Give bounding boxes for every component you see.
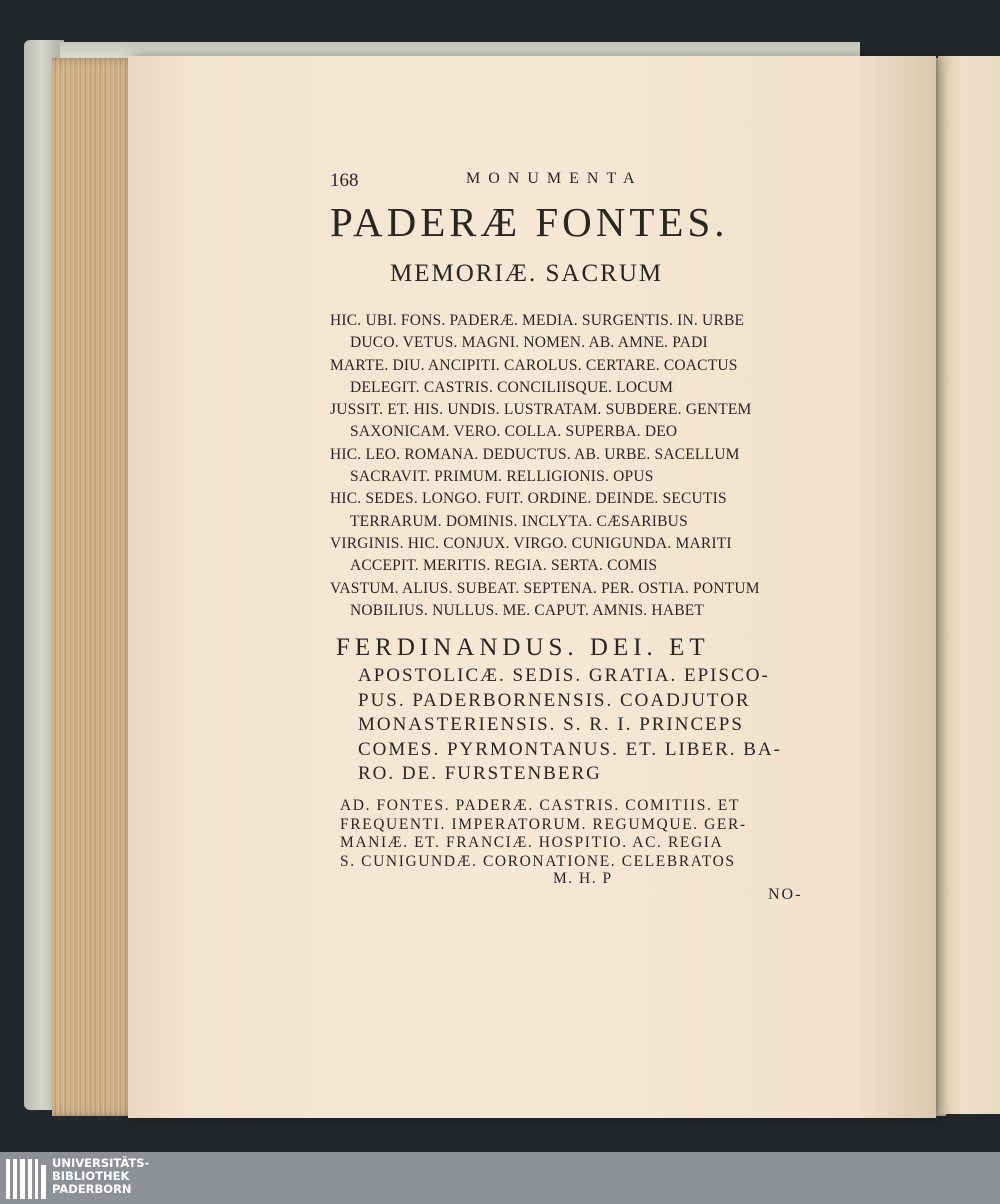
ferdinand-line: MONASTERIENSIS. S. R. I. PRINCEPS — [358, 714, 744, 736]
library-name — [52, 1157, 149, 1196]
dedication — [340, 797, 747, 871]
dedication-line: FREQUENTI. IMPERATORUM. REGUMQUE. GER- — [340, 815, 747, 833]
verse-line: SAXONICAM. VERO. COLLA. SUPERBA. DEO — [350, 423, 678, 441]
verse-line: DELEGIT. CASTRIS. CONCILIISQUE. LOCUM — [350, 378, 674, 396]
verse-line: MARTE. DIU. ANCIPITI. CAROLUS. CERTARE. COACTUS — [330, 356, 738, 374]
verse-line: HIC. SEDES. LONGO. FUIT. ORDINE. DEINDE. SECUTIS — [330, 490, 727, 508]
verse-line: DUCO. VETUS. MAGNI. NOMEN. AB. AMNE. PADI — [350, 334, 708, 352]
dedication-line: AD. FONTES. PADERÆ. CASTRIS. COMITIIS. ET — [340, 797, 741, 814]
library-logo-icon — [6, 1159, 46, 1199]
dedication-line: MANIÆ. ET. FRANCIÆ. HOSPITIO. AC. REGIA — [340, 834, 724, 851]
page-subtitle: MEMORIÆ. SACRUM — [390, 260, 664, 287]
ferdinand-line: APOSTOLICÆ. SEDIS. GRATIA. EPISCO- — [358, 665, 770, 686]
ferdinand-line: RO. DE. FURSTENBERG — [358, 763, 602, 785]
ferdinand-heading: FERDINANDUS. DEI. ET — [336, 634, 710, 661]
verse-line: HIC. LEO. ROMANA. DEDUCTUS. AB. URBE. SACELLUM — [330, 445, 740, 463]
ferdinand-line: COMES. PYRMONTANUS. ET. LIBER. BA- — [358, 738, 782, 760]
library-name-line: BIBLIOTHEK — [52, 1169, 130, 1183]
catchword: NO- — [768, 886, 803, 903]
verse-line: HIC. UBI. FONS. PADERÆ. MEDIA. SURGENTIS. IN. URBE — [330, 312, 745, 329]
library-footer — [0, 1152, 1000, 1204]
inscription-verse — [330, 310, 760, 622]
verse-line: VASTUM. ALIUS. SUBEAT. SEPTENA. PER. OSTIA. PONTUM — [330, 579, 760, 597]
library-name-line: PADERBORN — [52, 1182, 132, 1196]
verse-line: TERRARUM. DOMINIS. INCLYTA. CÆSARIBUS — [350, 512, 688, 530]
dedication-line: S. CUNIGUNDÆ. CORONATIONE. CELEBRATOS — [340, 852, 736, 870]
ferdinand-line: PUS. PADERBORNENSIS. COADJUTOR — [358, 689, 751, 711]
facing-page — [938, 56, 1000, 1114]
page-number: 168 — [330, 170, 359, 191]
running-head: MONUMENTA — [466, 170, 643, 187]
library-name-line: UNIVERSITÄTS- — [52, 1156, 150, 1170]
verse-line: SACRAVIT. PRIMUM. RELLIGIONIS. OPUS — [350, 468, 654, 486]
ferdinand-titles — [358, 664, 782, 787]
dedication-closing: M. H. P — [553, 870, 613, 887]
verse-line: NOBILIUS. NULLUS. ME. CAPUT. AMNIS. HABET — [350, 601, 705, 619]
verse-line: VIRGINIS. HIC. CONJUX. VIRGO. CUNIGUNDA. MARITI — [330, 534, 732, 552]
verse-line: ACCEPIT. MERITIS. REGIA. SERTA. COMIS — [350, 557, 658, 575]
page-title: PADERÆ FONTES. — [330, 199, 729, 245]
verse-line: JUSSIT. ET. HIS. UNDIS. LUSTRATAM. SUBDERE. GENTEM — [330, 401, 752, 419]
